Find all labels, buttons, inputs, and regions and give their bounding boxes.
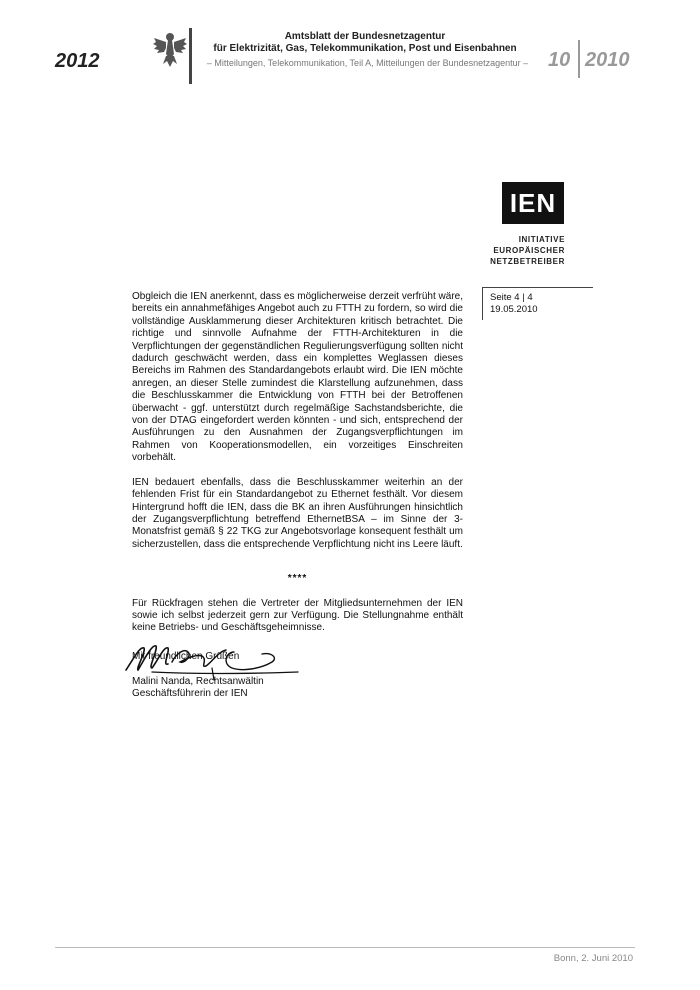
letter-paragraph: Für Rückfragen stehen die Vertreter der Mitgliedsunternehmen der IEN sowie ich selbst jederzeit gern zur Verfügung. Die Stellungnahme enthält keine Betriebs- und Geschäftsgeheimnisse. bbox=[132, 597, 463, 634]
letter-paragraph: IEN bedauert ebenfalls, dass die Beschlusskammer weiterhin an der fehlenden Frist für ein Standardangebot zu Ethernet festhält. Vor diesem Hintergrund hofft die IEN, dass die BK an ihren Ausführungen hinsichtlich der Zugangsverpflichtung betreffend EthernetBSA – im Sinne der 3-Monatsfrist gemäß § 22 TKG zur Angebotsvorlage konsequent festhält um sicherzustellen, dass die entsprechende Verpflichtung nicht ins Leere läuft. bbox=[132, 476, 463, 550]
section-separator: **** bbox=[287, 573, 308, 585]
letter-paragraph: Obgleich die IEN anerkennt, dass es möglicherweise derzeit verfrüht wäre, bereits ein annahmefähiges Angebot auch zu FTTH zu fordern, so wird die vollständige Ausklammerung dieser Architekturen kritisch betrachtet. Die richtige und sinnvolle Aufnahme der FTTH-Architekturen in die Verpflichtungen der gegenständlichen Regulierungsverfügung sollten nicht dadurch geschwächt werden, dass ein komplettes Weglassen dieses Bereichs im Rahmen des Standardangebots erlaubt wird. Die IEN möchte anregen, an dieser Stelle zumindest die Klarstellung aufzunehmen, dass die Beschlusskammer die Entwicklung von FTTH bei der Betroffenen überwacht - ggf. unterstützt durch regelmäßige Sachstandsberichte, die von der DTAG eingefordert werden könnten - und sich, entsprechend der Ausführungen zu den Ausnahmen der Zugangsverpflichtungen im Rahmen von Kooperationsmodellen, ein vorzeitiges Einschreiten vorbehält. bbox=[132, 291, 463, 464]
issue-divider bbox=[578, 40, 580, 78]
ien-name-line: EUROPÄISCHER bbox=[493, 246, 565, 255]
letter-body bbox=[132, 291, 463, 663]
ien-name-line: NETZBETREIBER bbox=[490, 257, 565, 266]
page-indicator: Seite 4 | 4 bbox=[490, 292, 533, 303]
ien-name-line: INITIATIVE bbox=[518, 235, 565, 244]
header-title: Amtsblatt der Bundesnetzagentur bbox=[284, 31, 446, 42]
footer-place-date: Bonn, 2. Juni 2010 bbox=[553, 953, 633, 964]
ien-logo: IEN bbox=[502, 182, 564, 224]
header-subtitle: – Mitteilungen, Telekommunikation, Teil A, Mitteilungen der Bundesnetzagentur – bbox=[206, 58, 529, 68]
footer-divider bbox=[55, 947, 635, 948]
header-divider bbox=[189, 28, 192, 84]
federal-eagle-icon bbox=[152, 30, 188, 70]
letter-date: 19.05.2010 bbox=[490, 304, 538, 315]
signer-title: Geschäftsführerin der IEN bbox=[132, 688, 248, 699]
page-info-box bbox=[482, 287, 593, 320]
page-number: 2012 bbox=[55, 50, 100, 72]
issue-number: 10 bbox=[548, 49, 571, 71]
header-title-secondary: für Elektrizität, Gas, Telekommunikation, Post und Eisenbahnen bbox=[213, 43, 517, 54]
letter-closing: Mit freundlichen Grüßen bbox=[132, 650, 240, 662]
ien-organization-name bbox=[490, 234, 565, 267]
issue-year: 2010 bbox=[585, 49, 630, 71]
signer-name: Malini Nanda, Rechtsanwältin bbox=[132, 676, 264, 687]
